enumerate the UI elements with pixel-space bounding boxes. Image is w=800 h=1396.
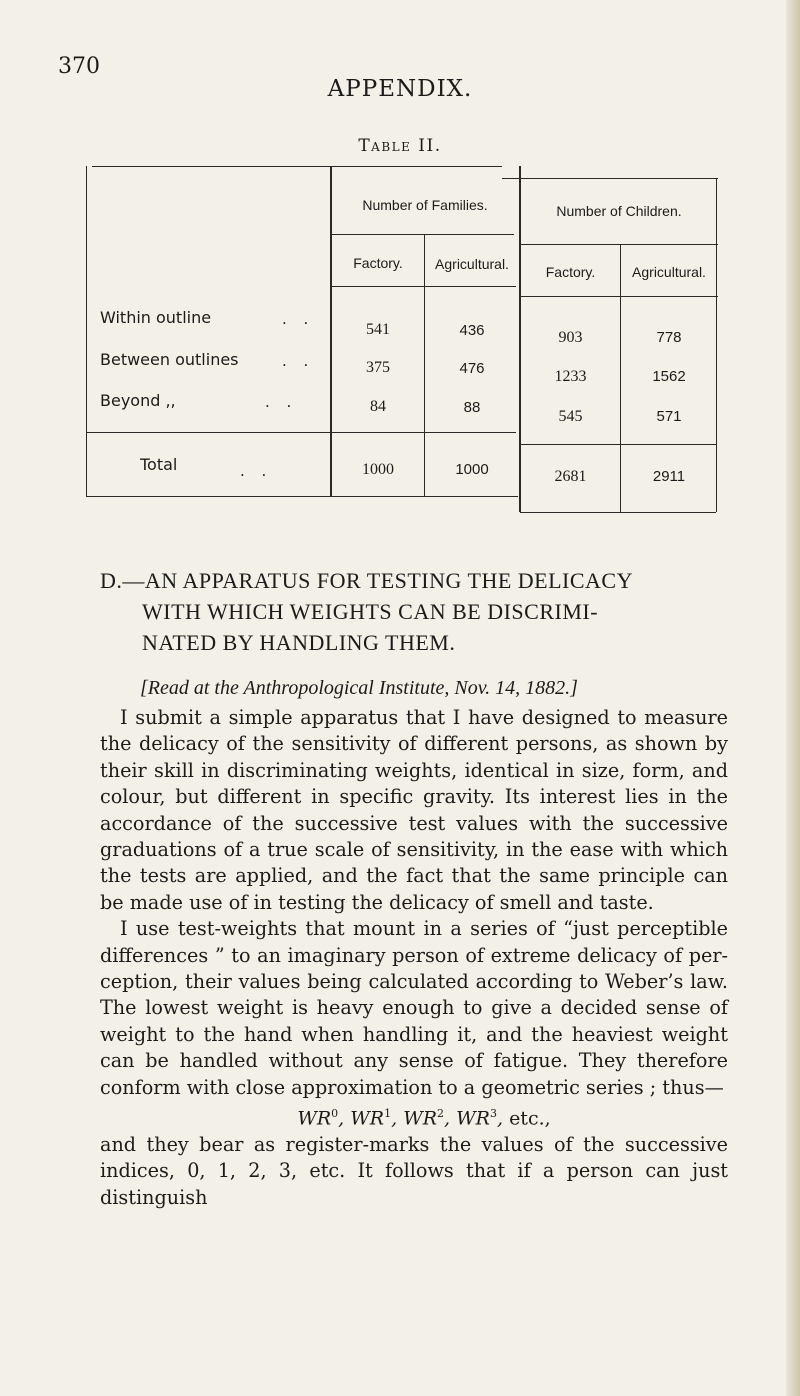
header-number-of-children: Number of Children.	[556, 203, 682, 219]
table-top-rule-right	[502, 178, 718, 179]
formula-term: WR	[350, 1107, 385, 1130]
formula-tail: etc.,	[509, 1107, 551, 1130]
running-head: APPENDIX.	[327, 76, 473, 102]
body-text	[100, 705, 728, 1211]
formula-exponent: 1	[384, 1107, 392, 1121]
subheader-children-agricultural: Agricultural.	[632, 264, 706, 280]
cell-families-factory-within: 541	[366, 321, 390, 338]
row-label-total: Total	[140, 455, 178, 474]
paragraph: and they bear as register-marks the values of the successive indices, 0, 1, 2, 3, etc. It follows that if a person can just distinguish	[100, 1132, 728, 1209]
subheader-children-factory: Factory.	[545, 264, 596, 280]
row-label-beyond: Beyond ,,	[100, 391, 176, 410]
families-header-bottom-rule	[330, 286, 516, 287]
table-caption: Table II.	[358, 136, 442, 156]
leader-dots: . .	[240, 462, 273, 480]
cell-families-factory-total: 1000	[362, 461, 394, 478]
leader-dots: . .	[282, 310, 315, 328]
formula-exponent: 2	[437, 1107, 445, 1121]
cell-children-agricultural-within: 778	[656, 329, 682, 346]
table-top-rule	[92, 166, 502, 167]
total-top-rule-right	[520, 444, 716, 445]
table-bottom-rule	[86, 496, 518, 497]
cell-children-factory-within: 903	[558, 329, 583, 346]
formula-term: WR	[456, 1107, 490, 1130]
paragraph: I use test-weights that mount in a series of “just perceptible differences ” to an imaginary person of extreme delicacy of perception, their values being calculated according to Weber’s law. The lowest weight is heavy enough to give a decided sense of weight to the hand when handling it, and the heaviest weight can be handled without any sense of fatigue. They therefore conform with close approximation to a geometric series ; thus—	[100, 917, 728, 1099]
subheader-families-agricultural: Agricultural.	[435, 256, 509, 272]
cell-children-factory-beyond: 545	[558, 408, 583, 425]
section-heading-line: WITH WHICH WEIGHTS CAN BE DISCRIMI-	[142, 599, 599, 624]
cell-children-agricultural-beyond: 571	[656, 408, 682, 425]
families-subheader-rule	[330, 234, 514, 235]
table-left-rule	[86, 166, 87, 496]
data-table	[0, 0, 800, 520]
cell-children-factory-total: 2681	[554, 468, 587, 485]
formula-term: WR	[403, 1107, 438, 1130]
header-number-of-families: Number of Families.	[362, 197, 488, 213]
row-label-within-outline: Within outline	[100, 308, 212, 327]
formula-exponent: 0	[331, 1107, 339, 1121]
total-top-rule-left	[86, 432, 516, 433]
page-number: 370	[58, 54, 100, 79]
cell-families-agricultural-total: 1000	[455, 461, 489, 478]
row-label-between-outlines: Between outlines	[100, 350, 239, 369]
cell-children-factory-between: 1233	[554, 368, 587, 385]
subheader-families-factory: Factory.	[353, 255, 403, 271]
formula: $WR^0$, $WR^1$, $WR^2$, $WR^3$, etc.,	[297, 1107, 551, 1130]
leader-dots: . .	[265, 393, 298, 411]
table-bottom-rule-right	[520, 512, 716, 513]
section-heading-line: D.—AN APPARATUS FOR TESTING THE DELICACY	[100, 568, 633, 593]
formula-term: WR	[297, 1107, 332, 1130]
formula-exponent: 3	[489, 1107, 497, 1121]
paragraph: I submit a simple apparatus that I have designed to measure the delicacy of the sensitivity of different persons, as shown by their skill in discriminating weights, identical in size, form, and colour, but different in specific gravity. Its interest lies in the accordance of the successive test values with the successive graduations of a true scale of sensitivity, in the ease with which the tests are applied, and the fact that the same principle can be made use of in testing the delicacy of smell and taste.	[100, 706, 728, 914]
cell-children-agricultural-between: 1562	[652, 368, 686, 385]
children-header-bottom-rule	[520, 296, 718, 297]
cell-families-factory-between: 375	[366, 359, 390, 376]
section-heading	[100, 565, 740, 658]
leader-dots: . .	[282, 352, 315, 370]
cell-families-agricultural-beyond: 88	[463, 399, 481, 416]
cell-families-agricultural-within: 436	[459, 322, 485, 339]
cell-families-agricultural-between: 476	[459, 360, 485, 377]
cell-families-factory-beyond: 84	[370, 398, 386, 415]
cell-children-agricultural-total: 2911	[652, 468, 686, 485]
read-note: [Read at the Anthropological Institute, Nov. 14, 1882.]	[140, 677, 578, 699]
section-heading-line: NATED BY HANDLING THEM.	[142, 630, 456, 655]
children-subheader-rule	[520, 244, 718, 245]
